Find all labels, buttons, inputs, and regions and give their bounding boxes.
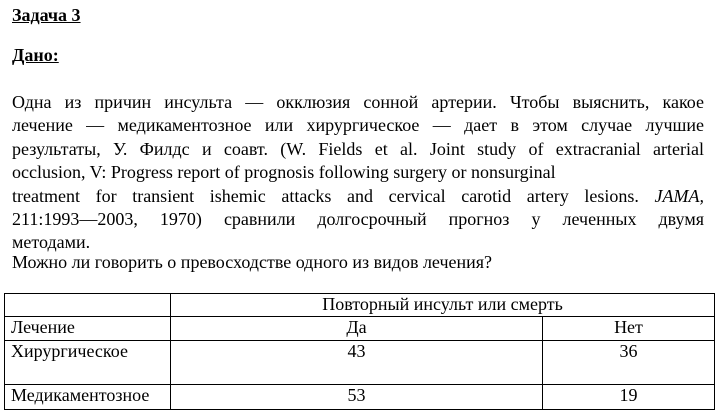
table-header-row [5, 294, 715, 317]
no-header: Нет [543, 317, 715, 340]
paragraph-line-with-journal [12, 185, 704, 208]
results-table [4, 293, 715, 410]
paragraph-line: 211:1993—2003, 1970) сравнили долгосрочный прогноз у леченных двумя [12, 209, 704, 230]
treatment-cell: Медикаментозное [5, 384, 171, 409]
journal-name: JAMA, [654, 185, 705, 206]
paragraph-line: лечение — медикаментозное или хирургическое — дает в этом случае лучшие [12, 115, 704, 136]
yes-cell: 43 [171, 340, 543, 384]
empty-header-cell [5, 294, 171, 317]
yes-cell: 53 [171, 384, 543, 409]
treatment-cell: Хирургическое [5, 340, 171, 384]
paragraph-line: результаты, У. Филдс и соавт. (W. Fields et al. Joint study of extracranial arterial [12, 138, 704, 159]
problem-paragraph [12, 91, 704, 255]
table-subheader-row [5, 317, 715, 340]
table-row [5, 340, 715, 384]
paragraph-line: методами. [12, 232, 91, 253]
yes-header: Да [171, 317, 543, 340]
paragraph-line-text: treatment for transient ishemic attacks and cervical carotid artery lesions. [12, 185, 639, 206]
table-row [5, 384, 715, 409]
paragraph-line: Одна из причин инсульта — окклюзия сонной артерии. Чтобы выяснить, какое [12, 92, 704, 112]
group-header: Повторный инсульт или смерть [171, 294, 715, 317]
task-title: Задача 3 [12, 5, 81, 25]
given-label: Дано: [12, 45, 59, 65]
no-cell: 36 [543, 340, 715, 384]
paragraph-line: occlusion, V: Progress report of prognosis following surgery or nonsurginal [12, 162, 556, 183]
treatment-header: Лечение [5, 317, 171, 340]
no-cell: 19 [543, 384, 715, 409]
question-text: Можно ли говорить о превосходстве одного из видов лечения? [12, 252, 493, 272]
